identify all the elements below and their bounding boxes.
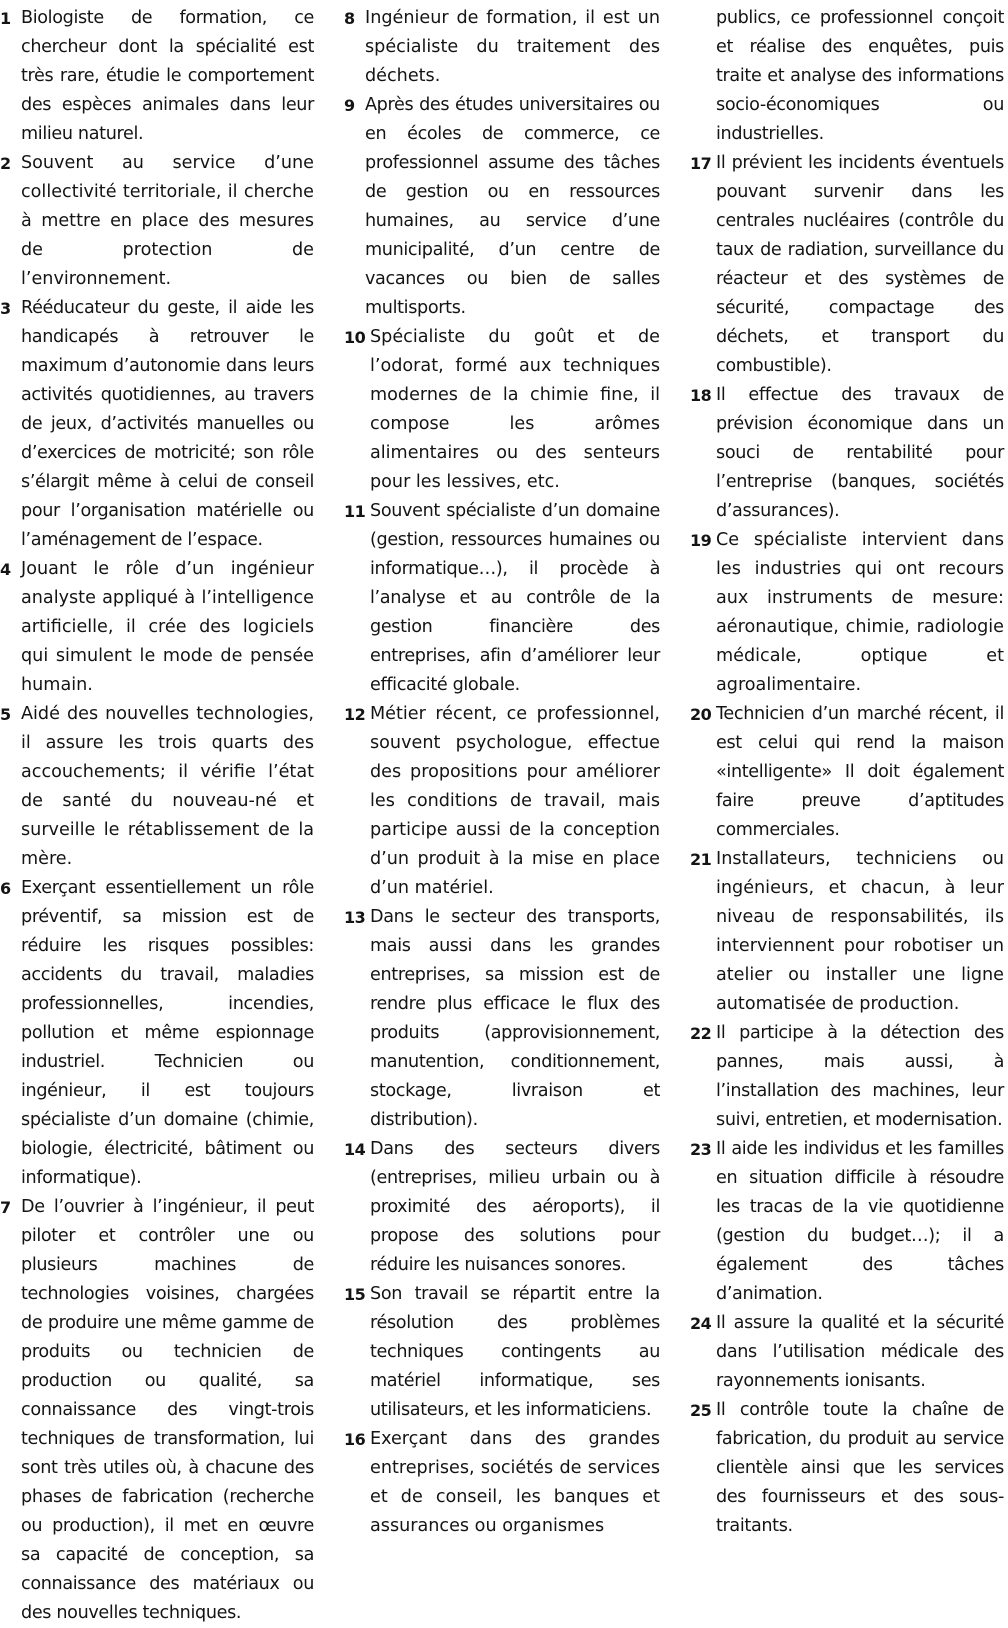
item-text: Il participe à la détection des pannes, mais aussi, à l’installation des machines, leur suivi, entretien, et modernisation. xyxy=(716,1023,1004,1130)
list-item xyxy=(344,700,660,903)
list-item xyxy=(690,845,1004,1019)
item-text: De l’ouvrier à l’ingénieur, il peut piloter et contrôler une ou plusieurs machines de technologies voisines, chargées de produire une même gamme de produits ou technicien de production ou qualité, sa connaissance des vingt-trois techniques de transformation, lui sont très utiles où, à chacune des phases de fabrication (recherche ou production), il met en œuvre sa capacité de conception, sa connaissance des matériaux ou des nouvelles techniques. xyxy=(21,1197,314,1623)
item-number: 5 xyxy=(0,705,11,724)
item-text: Spécialiste du goût et de l’odorat, formé aux techniques modernes de la chimie fine, il compose les arômes alimentaires ou des senteurs pour les lessives, etc. xyxy=(370,327,660,492)
item-text: Rééducateur du geste, il aide les handicapés à retrouver le maximum d’autonomie dans leurs activités quotidiennes, au travers de jeux, d’activités manuelles ou d’exercices de motricité; son rôle s’élargit même à celui de conseil pour l’organisation matérielle ou l’aménagement de l’espace. xyxy=(21,298,314,550)
item-text: Jouant le rôle d’un ingénieur analyste appliqué à l’intelligence artificielle, il crée des logiciels qui simulent le mode de pensée humain. xyxy=(21,559,314,695)
item-number: 14 xyxy=(344,1140,366,1159)
item-text: Il effectue des travaux de prévision économique dans un souci de rentabilité pour l’entreprise (banques, sociétés d’assurances). xyxy=(716,385,1004,521)
item-number: 19 xyxy=(690,531,712,550)
item-number: 2 xyxy=(0,154,11,173)
item-text: Biologiste de formation, ce chercheur dont la spécialité est très rare, étudie le comportement des espèces animales dans leur milieu naturel. xyxy=(21,8,314,144)
list-item xyxy=(0,149,314,294)
item-text: Après des études universitaires ou en écoles de commerce, ce professionnel assume des tâches de gestion ou en ressources humaines, au service d’une municipalité, d’un centre de vacances ou bien de salles multisports. xyxy=(365,95,660,318)
item-number: 9 xyxy=(344,96,355,115)
list-item xyxy=(690,381,1004,526)
item-text: Il prévient les incidents éventuels pouvant survenir dans les centrales nucléaires (contrôle du taux de radiation, surveillance du réacteur et des systèmes de sécurité, compactage des déchets, et transport du combustible). xyxy=(716,153,1004,376)
item-number: 3 xyxy=(0,299,11,318)
item-number: 17 xyxy=(690,154,712,173)
list-item xyxy=(0,874,314,1193)
list-item xyxy=(344,1425,660,1541)
list-item xyxy=(344,323,660,497)
item-text: Dans le secteur des transports, mais aussi dans les grandes entreprises, sa mission est de rendre plus efficace le flux des produits (approvisionnement, manutention, conditionnement, stockage, livraison et distribution). xyxy=(370,907,660,1130)
item-number: 24 xyxy=(690,1314,712,1333)
list-item xyxy=(344,91,660,323)
item-number: 15 xyxy=(344,1285,366,1304)
item-text: Il assure la qualité et la sécurité dans l’utilisation médicale des rayonnements ionisants. xyxy=(716,1313,1004,1391)
list-item xyxy=(690,700,1004,845)
list-item xyxy=(690,1396,1004,1541)
item-text: Il contrôle toute la chaîne de fabrication, du produit au service clientèle ainsi que les services des fournisseurs et des sous-traitants. xyxy=(716,1400,1004,1536)
list-item xyxy=(0,294,314,555)
list-item xyxy=(690,1019,1004,1135)
item-text: Son travail se répartit entre la résolution des problèmes techniques contingents au matériel informatique, ses utilisateurs, et les informaticiens. xyxy=(370,1284,660,1420)
item-text: Dans des secteurs divers (entreprises, milieu urbain ou à proximité des aéroports), il propose des solutions pour réduire les nuisances sonores. xyxy=(370,1139,660,1275)
item-number: 20 xyxy=(690,705,712,724)
item-text: Installateurs, techniciens ou ingénieurs, et chacun, à leur niveau de responsabilités, ils interviennent pour robotiser un atelier ou installer une ligne automatisée de production. xyxy=(716,849,1004,1014)
column-3 xyxy=(690,4,1004,1541)
item-text: Exerçant dans des grandes entreprises, sociétés de services et de conseil, les banques et assurances ou organismes xyxy=(370,1429,660,1536)
list-item xyxy=(690,1309,1004,1396)
item-number: 18 xyxy=(690,386,712,405)
item-number: 21 xyxy=(690,850,712,869)
item-number: 4 xyxy=(0,560,11,579)
list-item xyxy=(344,497,660,700)
item-text: Métier récent, ce professionnel, souvent psychologue, effectue des propositions pour améliorer les conditions de travail, mais participe aussi de la conception d’un produit à la mise en place d’un matériel. xyxy=(370,704,660,898)
item-number: 23 xyxy=(690,1140,712,1159)
item-text: Technicien d’un marché récent, il est celui qui rend la maison «intelligente» Il doit également faire preuve d’aptitudes commerciales. xyxy=(716,704,1004,840)
list-item xyxy=(344,1135,660,1280)
list-item xyxy=(344,4,660,91)
list-item-continuation: publics, ce professionnel conçoit et réalise des enquêtes, puis traite et analyse des informations socio-économiques ou industrielles. xyxy=(716,8,1004,144)
item-text: Aidé des nouvelles technologies, il assure les trois quarts des accouchements; il vérifie l’état de santé du nouveau-né et surveille le rétablissement de la mère. xyxy=(21,704,314,869)
list-item xyxy=(0,4,314,149)
list-item xyxy=(344,1280,660,1425)
item-number: 12 xyxy=(344,705,366,724)
column-2 xyxy=(344,4,660,1541)
list-item xyxy=(690,1135,1004,1309)
item-text: Souvent au service d’une collectivité territoriale, il cherche à mettre en place des mesures de protection de l’environnement. xyxy=(21,153,314,289)
item-text: Ce spécialiste intervient dans les industries qui ont recours aux instruments de mesure: aéronautique, chimie, radiologie médicale, optique et agroalimentaire. xyxy=(716,530,1004,695)
list-item xyxy=(0,1193,314,1628)
column-1 xyxy=(0,4,314,1628)
item-number: 11 xyxy=(344,502,366,521)
item-text: Il aide les individus et les familles en situation difficile à résoudre les tracas de la vie quotidienne (gestion du budget…); il a également des tâches d’animation. xyxy=(716,1139,1004,1304)
item-text: Exerçant essentiellement un rôle préventif, sa mission est de réduire les risques possibles: accidents du travail, maladies professionnelles, incendies, pollution et même espionnage industriel. Technicien ou ingénieur, il est toujours spécialiste d’un domaine (chimie, biologie, électricité, bâtiment ou informatique). xyxy=(21,878,314,1188)
item-number: 25 xyxy=(690,1401,712,1420)
item-number: 8 xyxy=(344,9,355,28)
list-item xyxy=(690,526,1004,700)
list-item xyxy=(0,555,314,700)
item-text: Ingénieur de formation, il est un spécialiste du traitement des déchets. xyxy=(365,8,660,86)
item-number: 13 xyxy=(344,908,366,927)
list-item xyxy=(0,700,314,874)
list-item xyxy=(344,903,660,1135)
item-number: 6 xyxy=(0,879,11,898)
item-number: 16 xyxy=(344,1430,366,1449)
item-text: Souvent spécialiste d’un domaine (gestion, ressources humaines ou informatique…), il procède à l’analyse et au contrôle de la gestion financière des entreprises, afin d’améliorer leur efficacité globale. xyxy=(370,501,660,695)
list-item xyxy=(690,149,1004,381)
item-number: 1 xyxy=(0,9,11,28)
item-number: 22 xyxy=(690,1024,712,1043)
item-number: 10 xyxy=(344,328,366,347)
item-number: 7 xyxy=(0,1198,11,1217)
